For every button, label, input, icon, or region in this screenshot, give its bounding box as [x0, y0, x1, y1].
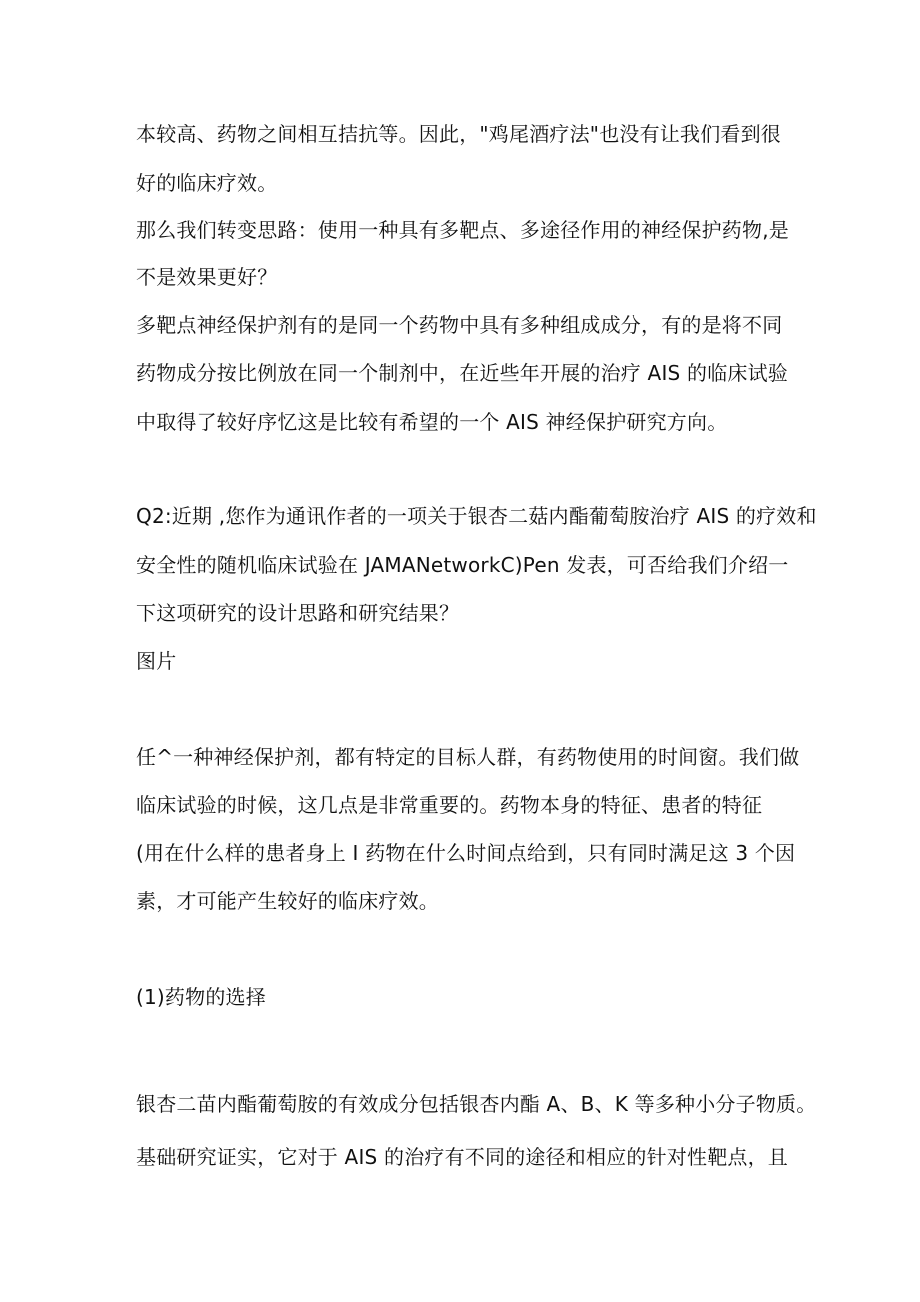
text-line: 多靶点神经保护剂有的是同一个药物中具有多种组成成分，有的是将不同: [136, 313, 783, 337]
text-line: 任^一种神经保护剂，都有特定的目标人群，有药物使用的时间窗。我们做: [136, 745, 800, 769]
section-heading: (1)药物的选择: [136, 985, 266, 1009]
text-line: 中取得了较好序忆这是比较有希望的一个 AIS 神经保护研究方向。: [136, 410, 728, 434]
text-line: 临床试验的时候，这几点是非常重要的。药物本身的特征、患者的特征: [136, 793, 763, 817]
text-line: 不是效果更好？: [136, 265, 278, 289]
text-line: (用在什么样的患者身上 I 药物在什么时间点给到，只有同时满足这 3 个因: [136, 841, 796, 865]
text-line: Q2:近期 ,您作为通讯作者的一项关于银杏二菇内酯葡萄胺治疗 AIS 的疗效和: [136, 504, 817, 528]
text-line: 下这项研究的设计思路和研究结果？: [136, 601, 460, 625]
text-line: 素，才可能产生较好的临床疗效。: [136, 889, 439, 913]
text-line: 本较高、药物之间相互拮抗等。因此，"鸡尾酒疗法"也没有让我们看到很: [136, 122, 781, 146]
image-placeholder-label: 图片: [136, 649, 177, 673]
text-line: 安全性的随机临床试验在 JAMANetworkC)Pen 发表，可否给我们介绍一: [136, 553, 789, 577]
text-line: 银杏二苗内酯葡萄胺的有效成分包括银杏内酯 A、B、K 等多种小分子物质。: [136, 1092, 817, 1116]
text-line: 那么我们转变思路：使用一种具有多靶点、多途径作用的神经保护药物,是: [136, 218, 789, 242]
text-line: 基础研究证实，它对于 AIS 的治疗有不同的途径和相应的针对性靶点，且: [136, 1145, 788, 1169]
text-line: 好的临床疗效。: [136, 171, 278, 195]
text-line: 药物成分按比例放在同一个制剂中，在近些年开展的治疗 AIS 的临床试验: [136, 361, 788, 385]
